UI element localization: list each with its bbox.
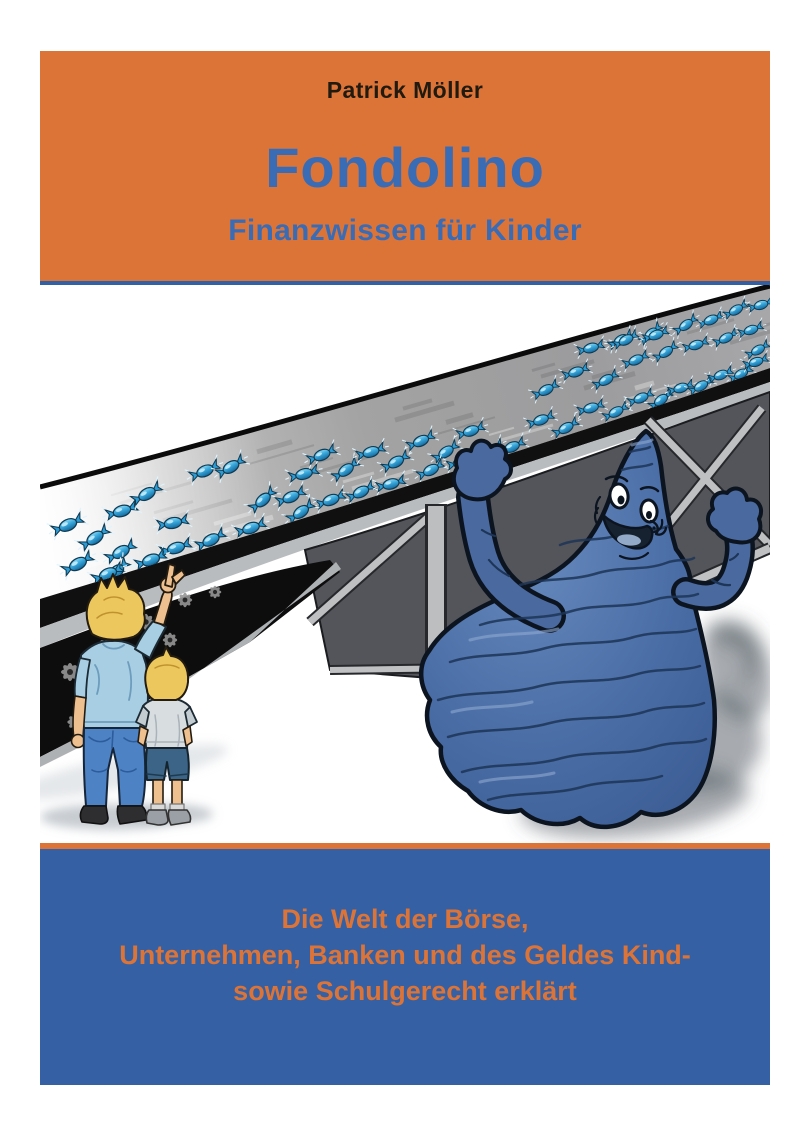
author-name: Patrick Möller [326,77,484,103]
book-cover [40,51,770,1085]
tagline-line-2: Unternehmen, Banken und des Geldes Kind- [119,940,691,970]
cover-header [40,51,770,281]
book-subtitle: Finanzwissen für Kinder [228,214,582,247]
cover-illustration [40,285,770,843]
cover-footer [40,849,770,1085]
tagline-line-3: sowie Schulgerecht erklärt [233,976,577,1006]
book-title: Fondolino [265,136,545,199]
tagline-line-1: Die Welt der Börse, [281,904,529,934]
younger-child [136,647,197,825]
